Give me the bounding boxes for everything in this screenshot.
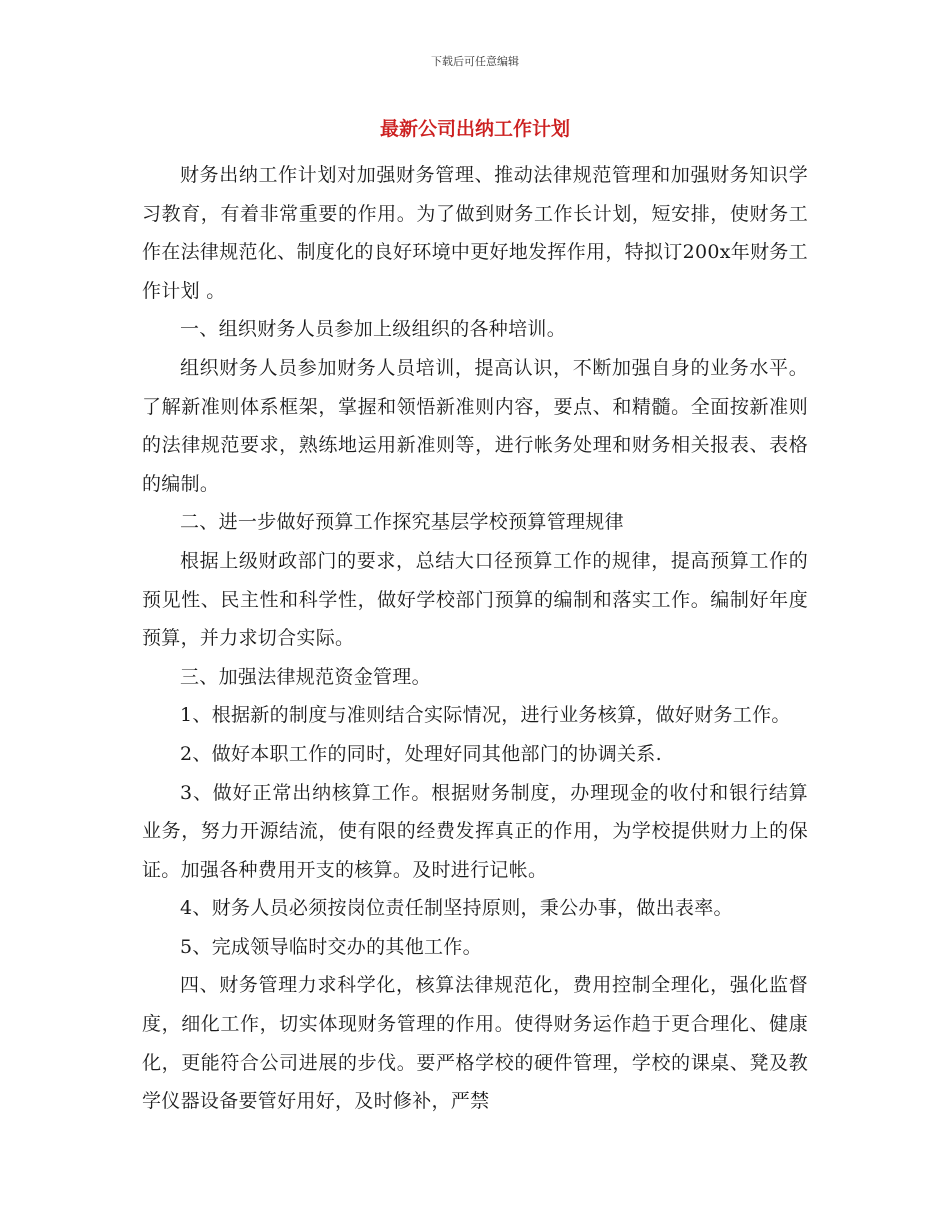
document-body bbox=[142, 156, 808, 1121]
paragraph: 根据上级财政部门的要求，总结大口径预算工作的规律，提高预算工作的预见性、民主性和科学性，做好学校部门预算的编制和落实工作。编制好年度预算，并力求切合实际。 bbox=[142, 549, 808, 650]
section-heading-4: 四、财务管理力求科学化，核算法律规范化，费用控制全理化，强化监督度，细化工作，切实体现财务管理的作用。使得财务运作趋于更合理化、健康化，更能符合公司进展的步伐。要严格学校的硬件管理，学校的课桌、凳及教学仪器设备要管好用好，及时修补，严禁 bbox=[142, 974, 808, 1113]
list-item: 2、做好本职工作的同时，处理好同其他部门的协调关系. bbox=[180, 742, 662, 765]
section-heading-1: 一、组织财务人员参加上级组织的各种培训。 bbox=[180, 318, 567, 341]
list-item: 5、完成领导临时交办的其他工作。 bbox=[180, 935, 482, 958]
page-header: 下载后可任意编辑 bbox=[431, 55, 519, 68]
document-title: 最新公司出纳工作计划 bbox=[379, 118, 570, 140]
paragraph-intro: 财务出纳工作计划对加强财务管理、推动法律规范管理和加强财务知识学习教育，有着非常重要的作用。为了做到财务工作长计划，短安排，使财务工作在法律规范化、制度化的良好环境中更好地发挥作用，特拟订200x年财务工作计划 。 bbox=[142, 164, 808, 302]
section-heading-2: 二、进一步做好预算工作探究基层学校预算管理规律 bbox=[180, 511, 624, 534]
section-heading-3: 三、加强法律规范资金管理。 bbox=[180, 665, 431, 688]
list-item: 4、财务人员必须按岗位责任制坚持原则，秉公办事，做出表率。 bbox=[180, 897, 733, 920]
list-item: 1、根据新的制度与准则结合实际情况，进行业务核算，做好财务工作。 bbox=[180, 704, 791, 727]
paragraph: 组织财务人员参加财务人员培训，提高认识，不断加强自身的业务水平。了解新准则体系框架，掌握和领悟新准则内容，要点、和精髓。全面按新准则的法律规范要求，熟练地运用新准则等，进行帐务处理和财务相关报表、表格的编制。 bbox=[142, 356, 808, 495]
list-item: 3、做好正常出纳核算工作。根据财务制度，办理现金的收付和银行结算业务，努力开源结流，使有限的经费发挥真正的作用，为学校提供财力上的保证。加强各种费用开支的核算。及时进行记帐。 bbox=[142, 781, 808, 881]
